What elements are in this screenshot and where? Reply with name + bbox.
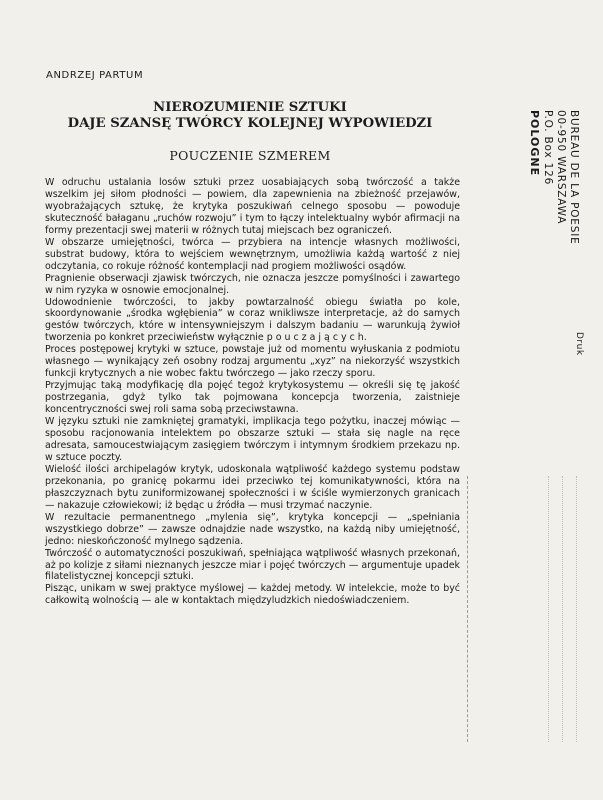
divider-line — [467, 476, 468, 742]
body-text — [45, 177, 460, 607]
paragraph: Proces postępowej krytyki w sztuce, powstaje już od momentu wyłuskania z podmiotu własnego — wynikający zeń osobny rodzaj argumentu „xyz” na niekorzyść wszystkich funkcji krytycznych a nie wobec faktu twórczego — jako rzeczy sporu. — [45, 344, 460, 380]
print-matter-label: Druk — [574, 332, 584, 356]
address-line-guide — [576, 476, 577, 742]
paragraph: Pragnienie obserwacji zjawisk twórczych, nie oznacza jeszcze pomyślności i zawartego w nim ryzyka w osnowie emocjonalnej. — [45, 272, 460, 296]
paragraph: W odruchu ustalania losów sztuki przez uosabiających sobą twórczość a także wszelkim jej siłom płodności — powiem, dla zapewnienia na zbieżność przejawów, wyobrażających sztukę, że krytyka poszukiwań celnego sposobu — powoduje skuteczność bałaganu „ruchów rozwoju” i tym to łączy intelektualny wybór afirmacji na formy prezentacji swej materii w różnych tutaj miejscach bez ograniczeń. — [45, 177, 460, 236]
title-line-2: DAJE SZANSĘ TWÓRCY KOLEJNEJ WYPOWIEDZI — [67, 116, 433, 131]
author-name: ANDRZEJ PARTUM — [46, 70, 144, 81]
address-line-guide — [548, 476, 549, 742]
title-line-1: NIEROZUMIENIE SZTUKI — [153, 100, 347, 115]
sender-address — [528, 110, 580, 245]
document-title — [40, 100, 460, 132]
address-line-2: 00-950 WARSZAWA — [555, 110, 567, 225]
address-line-3: P.O. Box 126 — [542, 110, 554, 186]
address-line-guide — [562, 476, 563, 742]
paragraph: Wielość ilości archipelagów krytyk, udoskonala wątpliwość każdego systemu podstaw przekonania, po granicę pokarmu idei przeciwko tej komunikatywności, która na płaszczyznach bytu zuniformizowanej społeczności i w ściśle wymierzonych granicach — nakazuje człowiekowi; iż będąc u źródła — musi trzymać naczynie. — [45, 463, 460, 511]
paragraph: Udowodnienie twórczości, to jakby powtarzalność obiegu światła po kole, skoordynowanie „środka wgłębienia” w coraz wnikliwsze interpretacje, aż do samych gestów twórczych, które w intensywniejszym i dalszym badaniu — warunkują żywioł tworzenia po konkret przeciwieństw wyłącznie p o u c z a j ą c y c h. — [45, 296, 460, 344]
paragraph: W języku sztuki nie zamkniętej gramatyki, implikacja tego pożytku, inaczej mówiąc — sposobu racjonowania intelektem po obszarze sztuki — stała się nagle na ręce adresata, samoucestwiającym zasięgiem twórczym i intymnym środkiem przekazu np. w sztuce poczty. — [45, 416, 460, 463]
address-line-1: BUREAU DE LA POESIE — [568, 110, 580, 245]
address-country: POLOGNE — [528, 110, 541, 177]
paragraph: W rezultacie permanentnego „mylenia się”, krytyka koncepcji — „spełniania wszystkiego dobrze” — zawsze odnajdzie nade wszystko, na każdą niby umiejętność, jedno: nieskończoność mylnego sądzenia. — [45, 511, 460, 547]
document-subtitle: POUCZENIE SZMEREM — [169, 148, 331, 163]
paragraph: Przyjmując taką modyfikację dla pojęć tegoż krytykosystemu — określi się tę jakość postrzegania, gdyż tylko tak pojmowana koncepcja tworzenia, zaistnieje koncentryczności swej roli sama sobą przeciwstawna. — [45, 380, 460, 416]
paragraph: W obszarze umiejętności, twórca — przybiera na intencje własnych możliwości, substrat budowy, która to wejściem wewnętrznym, umożliwia każdą wartość z niej odczytania, co rokuje różność kontemplacji nad progiem możliwości osądów. — [45, 236, 460, 272]
paragraph: Twórczość o automatyczności poszukiwań, spełniająca wątpliwość własnych przekonań, aż po kolizje z siłami nieznanych jeszcze miar i pojęć twórczych — argumentuje upadek filatelistycznej koncepcji sztuki. — [45, 547, 460, 583]
paragraph: Pisząc, unikam w swej praktyce myślowej — każdej metody. W intelekcie, może to być całkowitą wolnością — ale w kontaktach międzyludzkich niedoświadczeniem. — [45, 583, 460, 607]
